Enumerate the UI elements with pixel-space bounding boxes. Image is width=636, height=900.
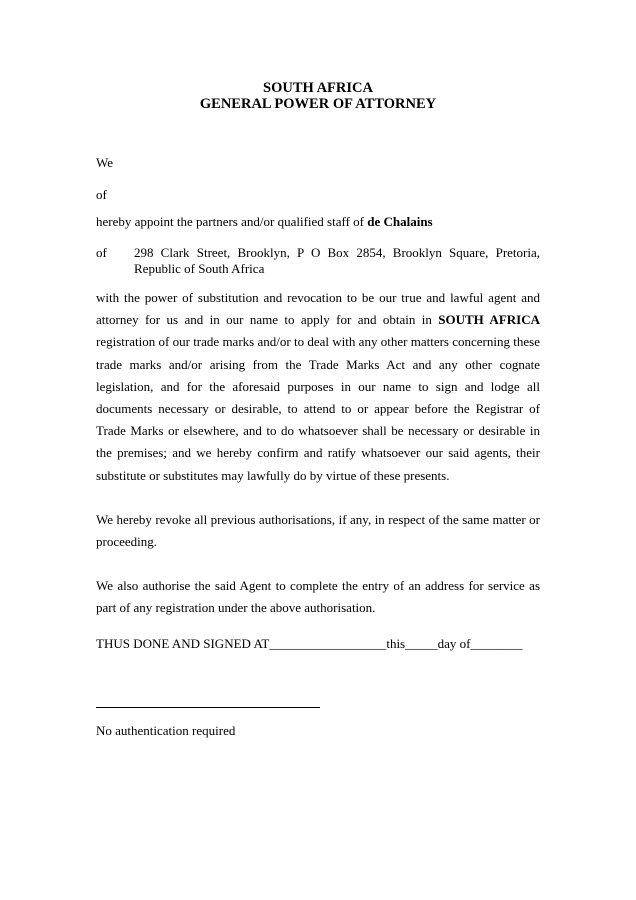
address-for-service-paragraph: We also authorise the said Agent to complete the entry of an address for service as part of any registration under the above authorisation.: [96, 578, 540, 615]
firm-name: de Chalains: [367, 214, 433, 229]
signing-place-date-line: THUS DONE AND SIGNED AT__________________this_____day of________: [96, 636, 523, 651]
document-title-country: SOUTH AFRICA: [263, 80, 373, 96]
country-name: SOUTH AFRICA: [438, 312, 540, 328]
powers-text-start: with the power of substitution and revocation to be our true and lawful agent and attorney for us and in our name to apply for and obtain in: [96, 290, 540, 328]
we-label: We: [96, 155, 113, 170]
revocation-paragraph: We hereby revoke all previous authorisations, if any, in respect of the same matter or proceeding.: [96, 512, 540, 549]
firm-address: 298 Clark Street, Brooklyn, P O Box 2854, Brooklyn Square, Pretoria, Republic of South Africa: [134, 245, 540, 276]
signature-line: [96, 707, 320, 708]
appoint-line: [96, 214, 433, 230]
address-label: of: [96, 245, 107, 260]
document-title: GENERAL POWER OF ATTORNEY: [199, 96, 437, 112]
appoint-text: hereby appoint the partners and/or qualified staff of: [96, 214, 368, 229]
of-label: of: [96, 187, 107, 202]
powers-text-end: registration of our trade marks and/or to deal with any other matters concerning these trade marks and/or arising from the Trade Marks Act and any other cognate legislation, and for the aforesaid purposes in our name to sign and lodge all documents necessary or desirable, to attend to or appear before the Registrar of Trade Marks or elsewhere, and to do whatsoever shall be necessary or desirable in the premises; and we hereby confirm and ratify whatsoever our said agents, their substitute or substitutes may lawfully do by virtue of these presents.: [96, 334, 540, 483]
authentication-note: No authentication required: [96, 723, 236, 738]
powers-paragraph: [96, 287, 540, 487]
